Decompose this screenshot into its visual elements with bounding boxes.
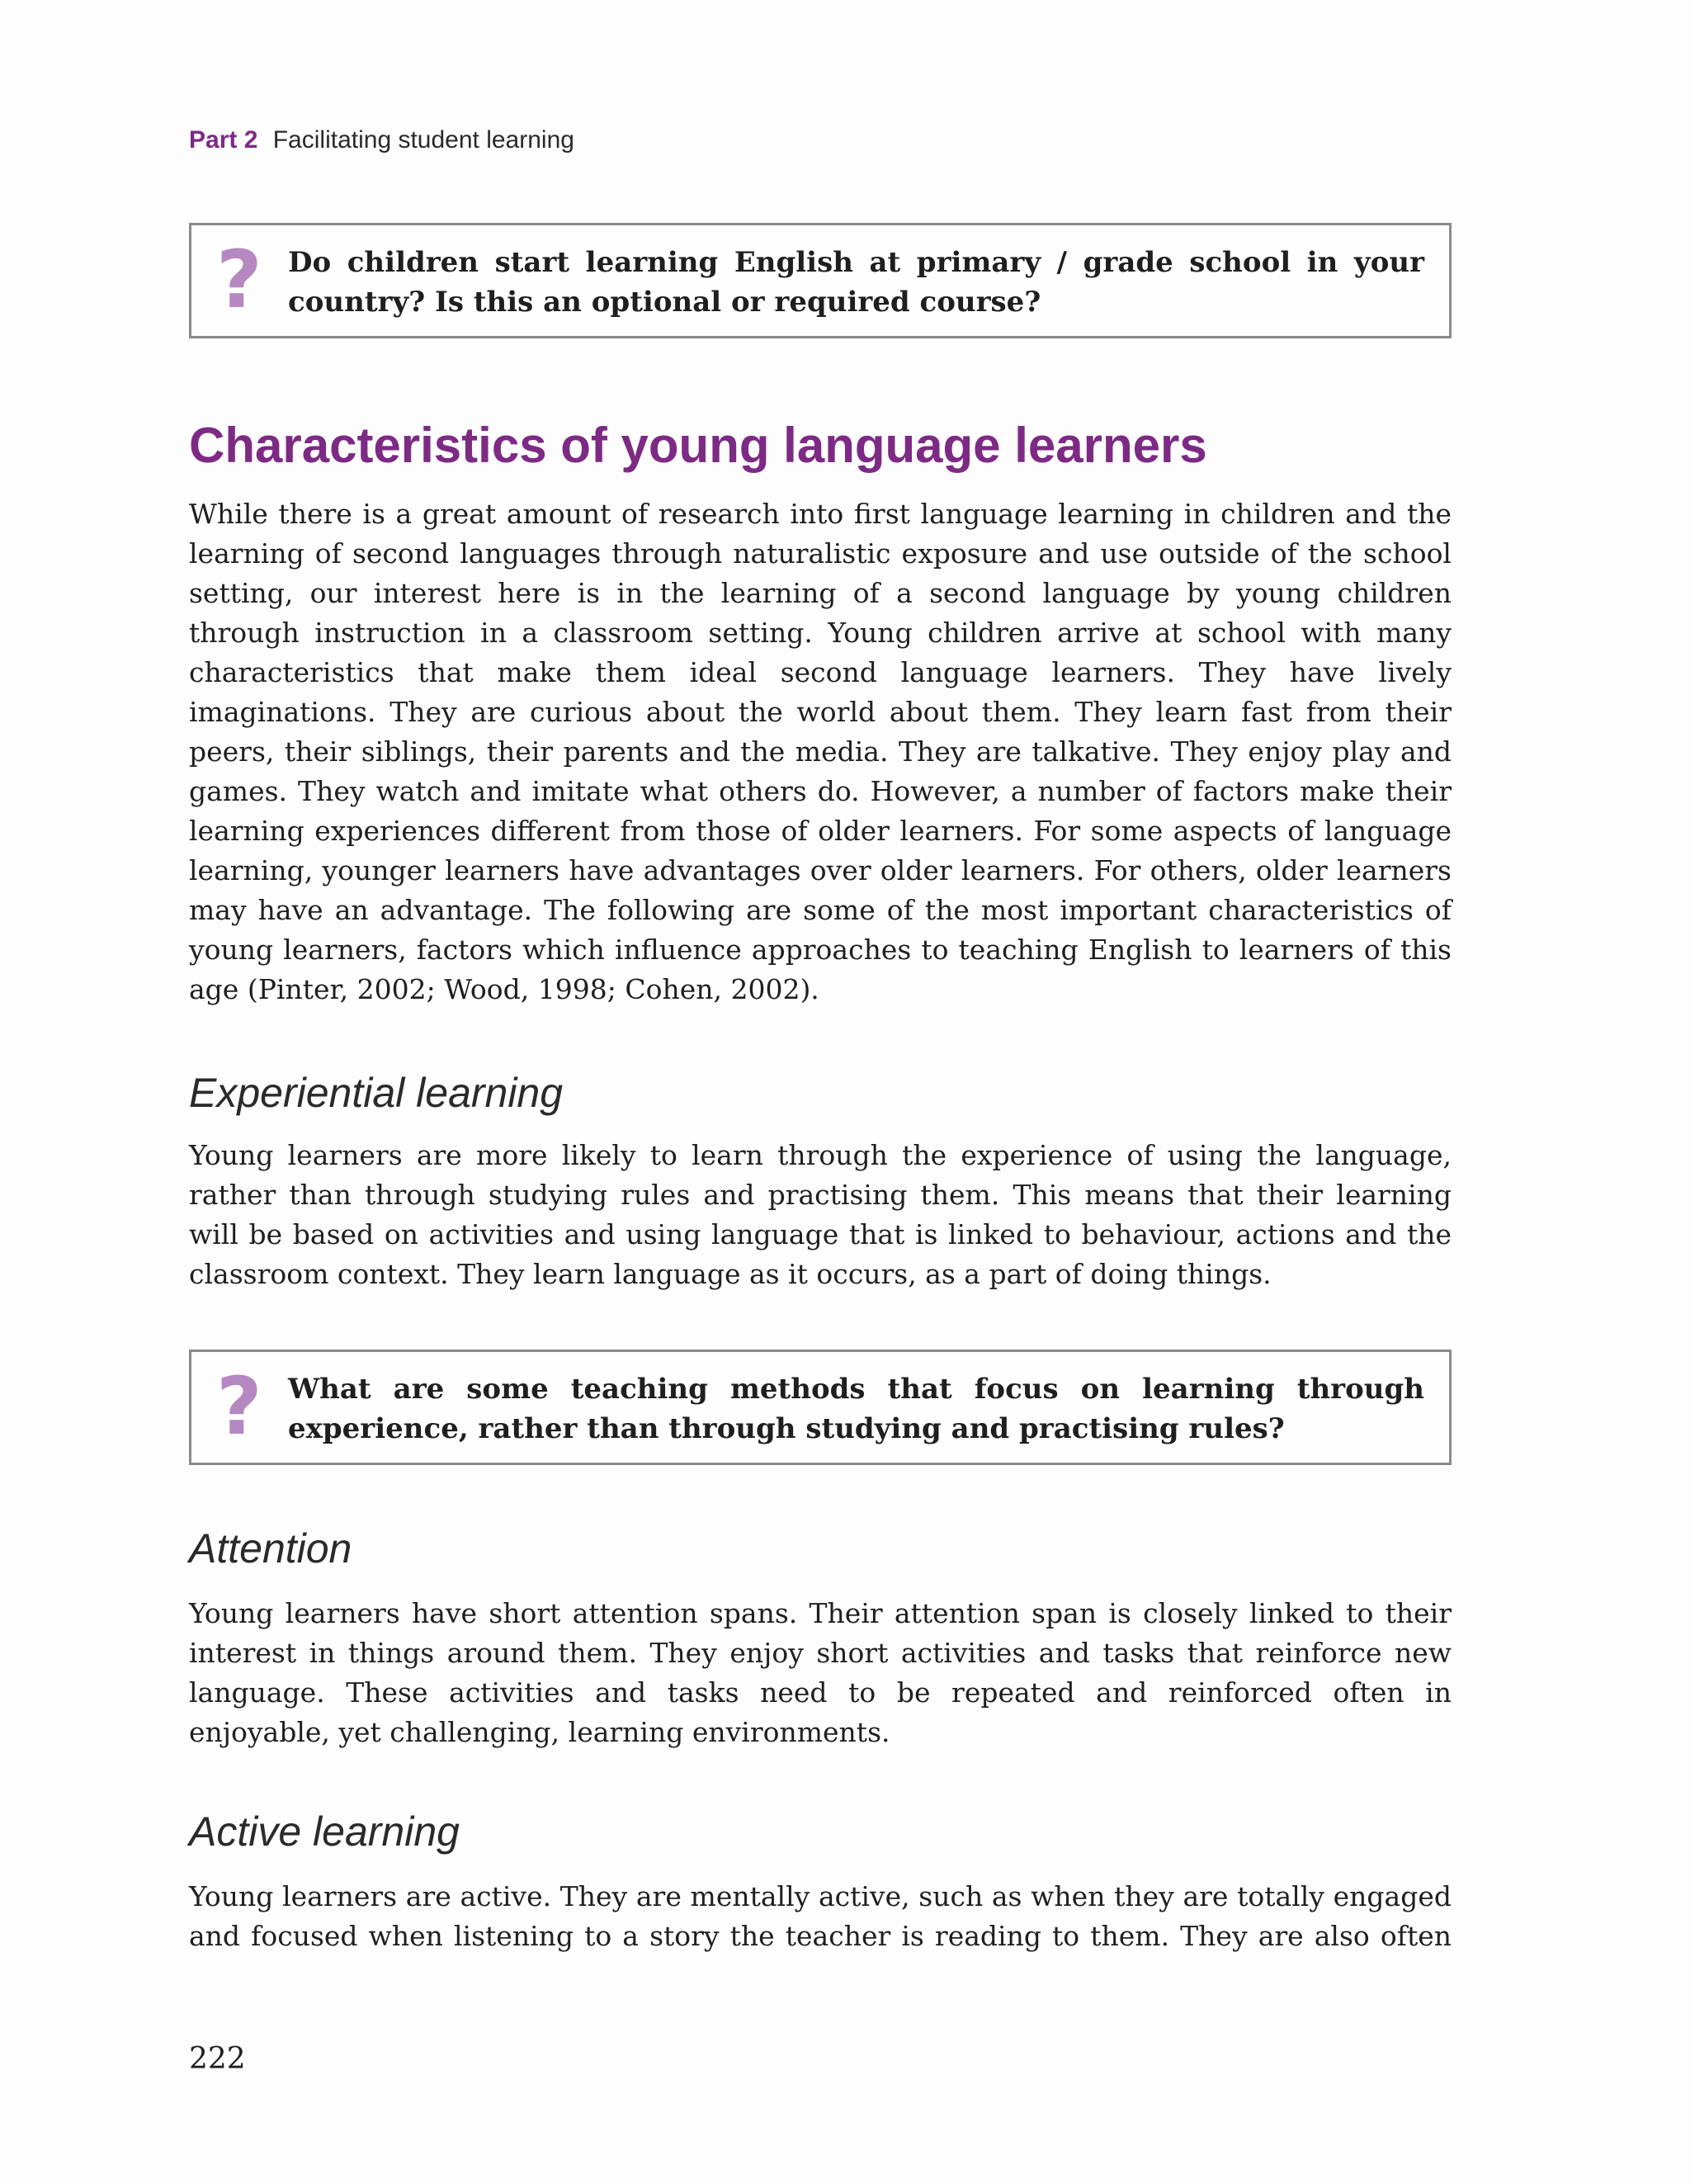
question-mark-icon: ?: [216, 234, 262, 326]
subheading-experiential-learning: Experiential learning: [189, 1070, 564, 1116]
running-head-title: Facilitating student learning: [272, 126, 574, 154]
subheading-attention: Attention: [189, 1525, 352, 1572]
question-box: [189, 223, 1452, 338]
question-box: [189, 1350, 1452, 1465]
subheading-active-learning: Active learning: [189, 1808, 460, 1855]
question-text: What are some teaching methods that focus on learning through experience, rather than through studying and practising rules?: [288, 1373, 1424, 1445]
question-text: Do children start learning English at primary / grade school in your country? Is this an optional or required course?: [288, 246, 1424, 319]
question-mark-icon: ?: [216, 1360, 262, 1453]
intro-paragraph: While there is a great amount of research into first language learning in children and the learning of second languages through naturalistic exposure and use outside of the school setting, our interest here is in the learning of a second language by young children through instruction in a classroom setting. Young children arrive at school with many characteristics that make them ideal second language learners. They have lively imaginations. They are curious about the world about them. They learn fast from their peers, their siblings, their parents and the media. They are talkative. They enjoy play and games. They watch and imitate what others do. However, a number of factors make their learning experiences different from those of older learners. For some aspects of language learning, younger learners have advantages over older learners. For others, older learners may have an advantage. The following are some of the most important characteristics of young learners, factors which influence approaches to teaching English to learners of this age (Pinter, 2002; Wood, 1998; Cohen, 2002).: [189, 498, 1452, 1005]
page-number: 222: [189, 2042, 246, 2076]
running-head: [189, 126, 574, 154]
active-learning-paragraph: Young learners are active. They are mentally active, such as when they are totally engaged and focused when listening to a story the teacher is reading to them. They are also often: [189, 1880, 1452, 1952]
experiential-learning-paragraph: Young learners are more likely to learn through the experience of using the language, rather than through studying rules and practising them. This means that their learning will be based on activities and using language that is linked to behaviour, actions and the classroom context. They learn language as it occurs, as a part of doing things.: [189, 1139, 1452, 1290]
part-label: Part 2: [189, 126, 258, 154]
attention-paragraph: Young learners have short attention spans. Their attention span is closely linked to their interest in things around them. They enjoy short activities and tasks that reinforce new language. These activities and tasks need to be repeated and reinforced often in enjoyable, yet challenging, learning environments.: [189, 1597, 1452, 1748]
section-title: Characteristics of young language learners: [189, 418, 1207, 473]
